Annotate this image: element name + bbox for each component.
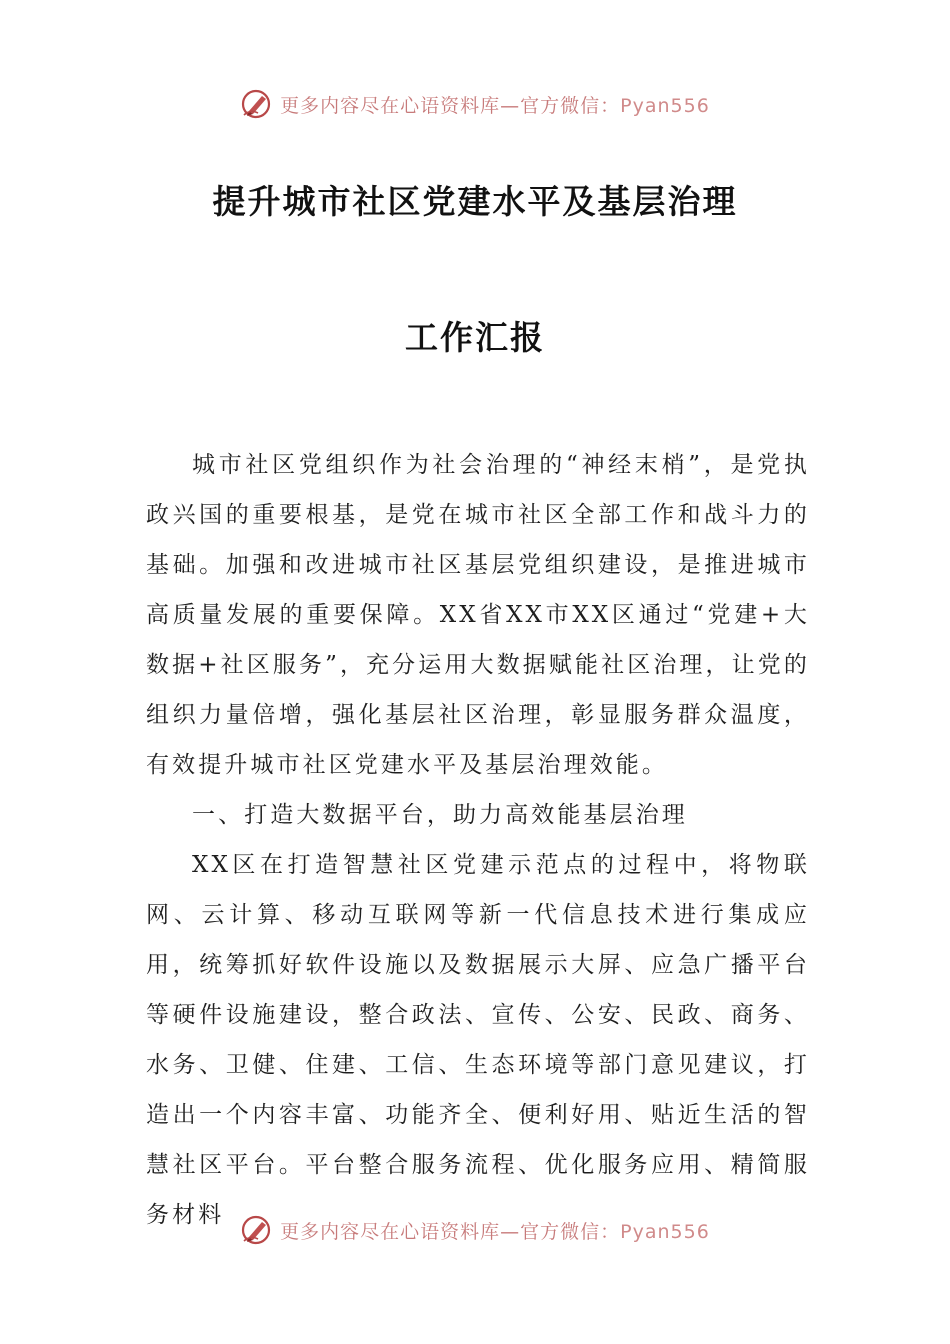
paragraph-intro: 城市社区党组织作为社会治理的“神经末梢”，是党执政兴国的重要根基，是党在城市社区全部工作和战斗力的基础。加强和改进城市社区基层党组织建设，是推进城市高质量发展的重要保障。XX省XX市XX区通过“党建+大数据+社区服务”，充分运用大数据赋能社区治理，让党的组织力量倍增，强化基层社区治理，彰显服务群众温度，有效提升城市社区党建水平及基层治理效能。 (146, 452, 810, 778)
watermark-footer (0, 1208, 950, 1252)
document-body (146, 440, 810, 1240)
pen-logo-icon (240, 87, 274, 121)
pen-logo-icon (240, 1213, 274, 1247)
watermark-text: 更多内容尽在心语资料库—官方微信：Pyan556 (280, 1220, 710, 1243)
paragraph-section-1: XX区在打造智慧社区党建示范点的过程中，将物联网、云计算、移动互联网等新一代信息技术进行集成应用，统筹抓好软件设施以及数据展示大屏、应急广播平台等硬件设施建设，整合政法、宣传、公安、民政、商务、水务、卫健、住建、工信、生态环境等部门意见建议，打造出一个内容丰富、功能齐全、便利好用、贴近生活的智慧社区平台。平台整合服务流程、优化服务应用、精简服务材料 (146, 852, 810, 1228)
watermark-header (0, 82, 950, 126)
watermark-text: 更多内容尽在心语资料库—官方微信：Pyan556 (280, 94, 710, 117)
document-title-line-2: 工作汇报 (405, 318, 545, 357)
document-title-line-1: 提升城市社区党建水平及基层治理 (212, 182, 738, 221)
section-heading: 一、打造大数据平台，助力高效能基层治理 (192, 802, 688, 828)
